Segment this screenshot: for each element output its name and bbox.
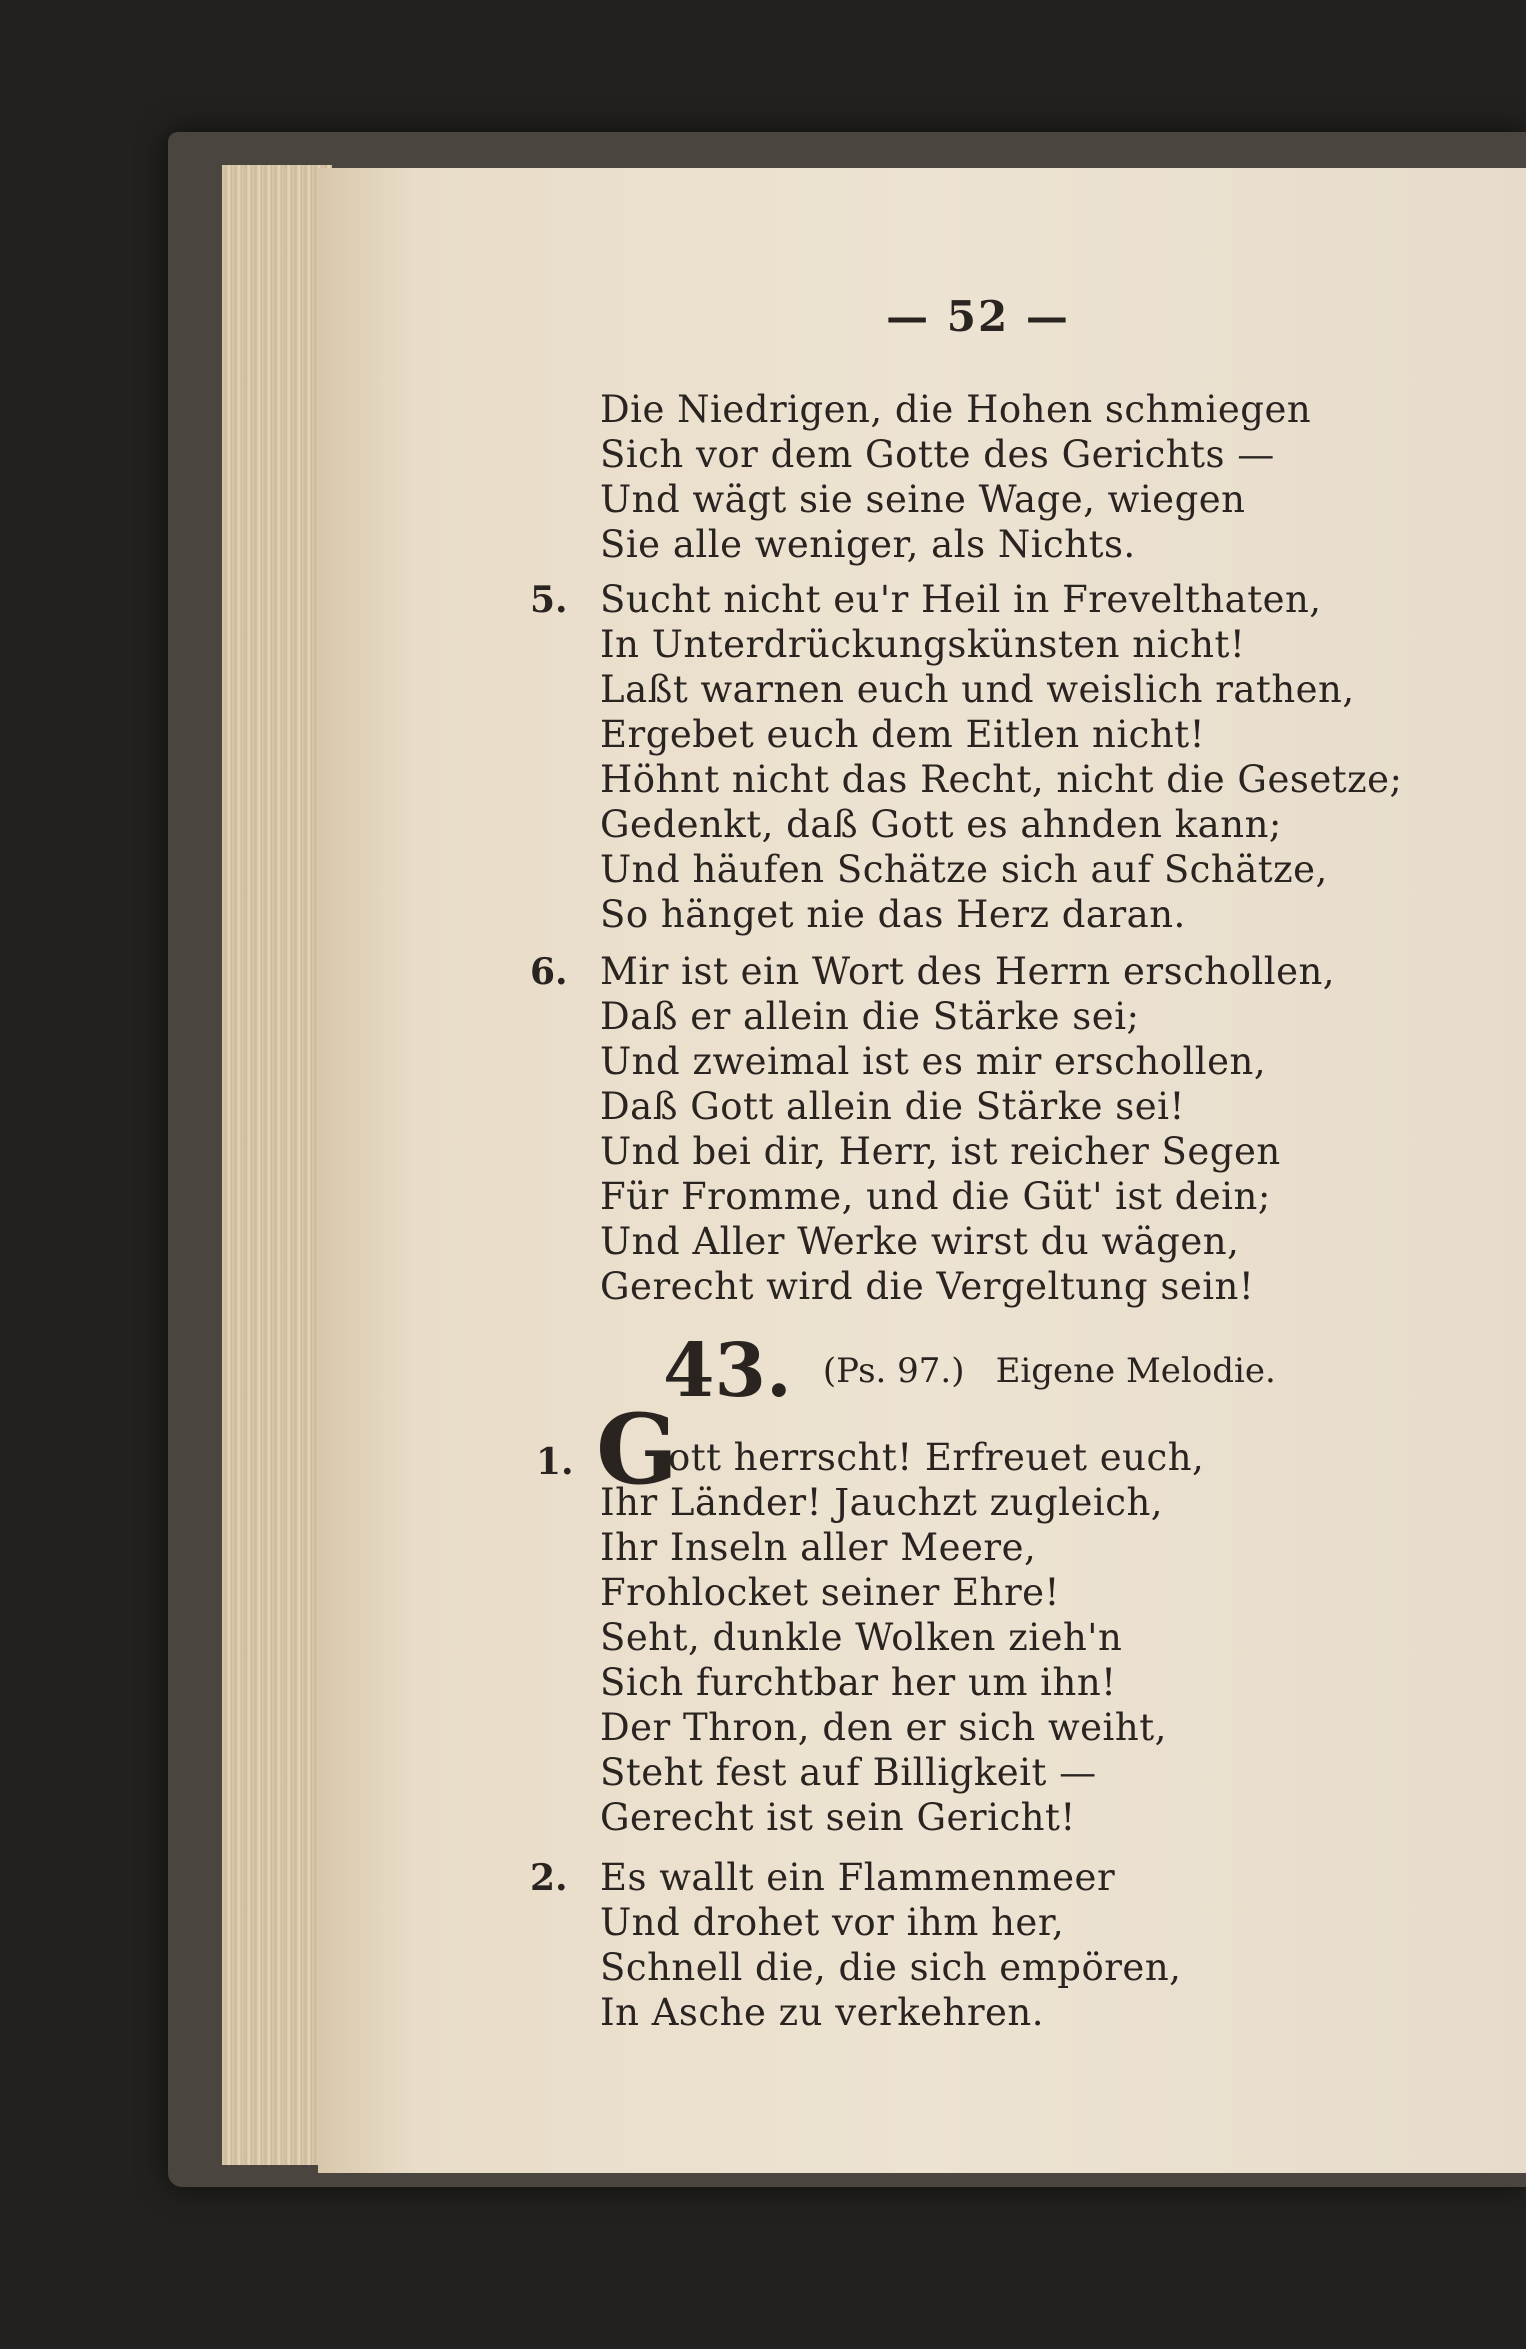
verse-line: Seht, dunkle Wolken zieh'n — [600, 1616, 1123, 1659]
verse-line: Gerecht ist sein Gericht! — [600, 1796, 1076, 1839]
verse-line: In Unterdrückungskünsten nicht! — [600, 623, 1246, 666]
psalm-reference: (Ps. 97.) — [822, 1351, 965, 1391]
verse-line: Laßt warnen euch und weislich rathen, — [600, 668, 1355, 711]
page-number: — 52 — — [886, 292, 1070, 341]
verse-line: Höhnt nicht das Recht, nicht die Gesetze; — [600, 758, 1403, 801]
drop-cap: G — [596, 1393, 678, 1506]
hymn-number: 43. — [663, 1328, 792, 1414]
stanza-number: 6. — [530, 951, 568, 993]
verse-line: Und drohet vor ihm her, — [600, 1901, 1065, 1944]
verse-line: Der Thron, den er sich weiht, — [600, 1706, 1167, 1749]
verse-line: In Asche zu verkehren. — [600, 1991, 1045, 2034]
verse-line: Schnell die, die sich empören, — [600, 1946, 1182, 1989]
verse-line: Ihr Länder! Jauchzt zugleich, — [600, 1481, 1164, 1524]
verse-line: Daß Gott allein die Stärke sei! — [600, 1085, 1185, 1128]
verse-line: Und bei dir, Herr, ist reicher Segen — [600, 1130, 1281, 1173]
stanza-number: 1. — [536, 1441, 574, 1483]
verse-line: Gerecht wird die Vergeltung sein! — [600, 1265, 1255, 1308]
verse-line: Gedenkt, daß Gott es ahnden kann; — [600, 803, 1282, 846]
verse-line: Steht fest auf Billigkeit — — [600, 1751, 1097, 1794]
verse-line: Sich furchtbar her um ihn! — [600, 1661, 1117, 1704]
page-edges — [222, 165, 332, 2165]
verse-line: Sich vor dem Gotte des Gerichts — — [600, 433, 1275, 476]
verse-line: Frohlocket seiner Ehre! — [600, 1571, 1060, 1614]
stanza-number: 2. — [530, 1857, 568, 1899]
verse-line: Und zweimal ist es mir erschollen, — [600, 1040, 1267, 1083]
verse-line: Daß er allein die Stärke sei; — [600, 995, 1140, 1038]
verse-line: Und wägt sie seine Wage, wiegen — [600, 478, 1246, 521]
hymn-heading — [663, 1328, 1276, 1414]
verse-line: Ergebet euch dem Eitlen nicht! — [600, 713, 1205, 756]
verse-line: Die Niedrigen, die Hohen schmiegen — [600, 388, 1312, 431]
book-page — [318, 168, 1526, 2173]
verse-line: Mir ist ein Wort des Herrn erschollen, — [600, 950, 1336, 993]
verse-line: Es wallt ein Flammenmeer — [600, 1856, 1116, 1899]
melody-note: Eigene Melodie. — [995, 1351, 1276, 1391]
verse-line: Sucht nicht eu'r Heil in Frevelthaten, — [600, 578, 1322, 621]
verse-line: Und häufen Schätze sich auf Schätze, — [600, 848, 1328, 891]
verse-line: So hänget nie das Herz daran. — [600, 893, 1186, 936]
verse-line: Für Fromme, und die Güt' ist dein; — [600, 1175, 1271, 1218]
verse-line: Ihr Inseln aller Meere, — [600, 1526, 1037, 1569]
stanza-number: 5. — [530, 579, 568, 621]
verse-line: ott herrscht! Erfreuet euch, — [668, 1436, 1205, 1479]
verse-line: Und Aller Werke wirst du wägen, — [600, 1220, 1240, 1263]
verse-line: Sie alle weniger, als Nichts. — [600, 523, 1136, 566]
